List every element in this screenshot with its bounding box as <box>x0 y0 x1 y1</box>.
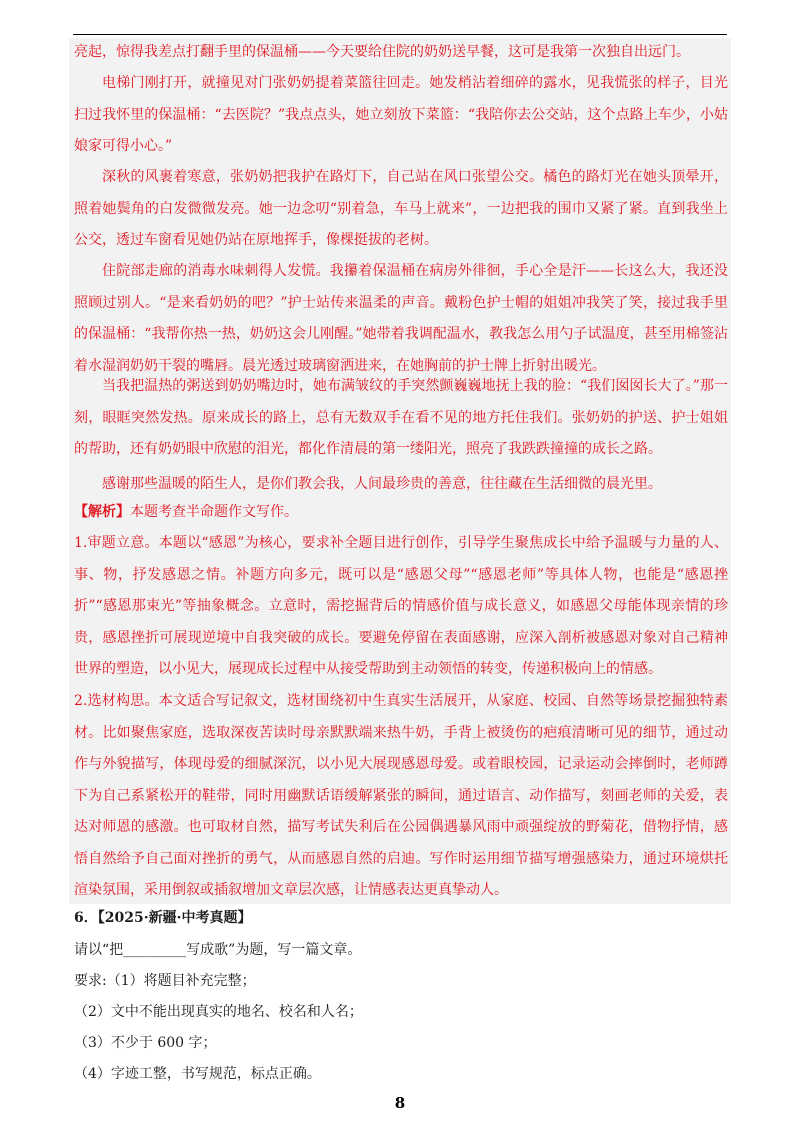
analysis-label: 【解析】 <box>74 504 130 520</box>
prompt-after: 写成歌”为题，写一篇文章。 <box>186 942 362 958</box>
essay-paragraph-5: 当我把温热的粥送到奶奶嘴边时，她布满皱纹的手突然颤巍巍地抚上我的脸：“我们囡囡长大了。”那一刻，眼眶突然发热。原来成长的路上，总有无数双手在看不见的地方托住我们。张奶奶的护送、护士姐姐的帮助，还有奶奶眼中欣慰的泪光，都化作清晨的第一缕阳光，照亮了我跌跌撞撞的成长之路。 <box>74 378 728 457</box>
requirement-2: （2）文中不能出现真实的地名、校名和人名； <box>74 1004 363 1020</box>
top-rule <box>73 34 727 35</box>
analysis-heading <box>74 497 728 529</box>
requirement-1: 要求:（1）将题目补充完整； <box>74 973 256 989</box>
question-source: 6．【2025·新疆·中考真题】 <box>74 910 252 926</box>
analysis-point-2: 2.选材构思。本文适合写记叙文，选材围绕初中生真实生活展开，从家庭、校园、自然等场景挖掘独特素材。比如聚焦家庭，选取深夜苦读时母亲默默端来热牛奶，手背上被烫伤的疤痕清晰可见的细节，通过动作与外貌描写，体现母爱的细腻深沉，以小见大展现感恩母爱。或着眼校园，记录运动会摔倒时，老师蹲下为自己系紧松开的鞋带，同时用幽默话语缓解紧张的瞬间，通过语言、动作描写，刻画老师的关爱，表达对师恩的感激。也可取材自然，描写考试失利后在公园偶遇暴风雨中顽强绽放的野菊花，借物抒情，感悟自然给予自己面对挫折的勇气，从而感恩自然的启迪。写作时运用细节描写增强感染力，通过环境烘托渲染氛围，采用倒叙或插叙增加文章层次感，让情感表达更真挚动人。 <box>74 693 728 898</box>
prompt-blank: _________ <box>123 942 187 958</box>
prompt-before: 请以“把 <box>74 942 124 958</box>
essay-paragraph-6: 感谢那些温暖的陌生人，是你们教会我，人间最珍贵的善意，往往藏在生活细微的晨光里。 <box>102 476 662 492</box>
requirement-3: （3）不少于 600 字； <box>74 1035 217 1051</box>
question-prompt <box>74 935 728 967</box>
page-number: 8 <box>394 1094 406 1112</box>
analysis-point-1: 1.审题立意。本题以“感恩”为核心，要求补全题目进行创作，引导学生聚焦成长中给予温暖与力量的人、事、物，抒发感恩之情。补题方向多元，既可以是“感恩父母”“感恩老师”等具体人物，也能是“感恩挫折”“感恩那束光”等抽象概念。立意时，需挖掘背后的情感价值与成长意义，如感恩父母能体现亲情的珍贵，感恩挫折可展现逆境中自我突破的成长。要避免停留在表面感谢，应深入剖析被感恩对象对自己精神世界的塑造，以小见大，展现成长过程中从接受帮助到主动领悟的转变，传递积极向上的情感。 <box>74 535 728 677</box>
essay-paragraph-2: 电梯门刚打开，就撞见对门张奶奶提着菜篮往回走。她发梢沾着细碎的露水，见我慌张的样子，目光扫过我怀里的保温桶：“去医院？”我点点头，她立刻放下菜篮：“我陪你去公交站，这个点路上车少，小姑娘家可得小心。” <box>74 75 728 154</box>
question-header <box>74 903 728 935</box>
essay-paragraph-4: 住院部走廊的消毒水味刺得人发慌。我攥着保温桶在病房外徘徊，手心全是汗——长这么大，我还没照顾过别人。“是来看奶奶的吧？”护士站传来温柔的声音。戴粉色护士帽的姐姐冲我笑了笑，接过我手里的保温桶：“我帮你热一热，奶奶这会儿刚醒。”她带着我调配温水，教我怎么用勺子试温度，甚至用棉签沾着水湿润奶奶干裂的嘴唇。晨光透过玻璃窗洒进来，在她胸前的护士牌上折射出暖光。 <box>74 263 728 374</box>
essay-paragraph-3: 深秋的风裹着寒意，张奶奶把我护在路灯下，自己站在风口张望公交。橘色的路灯光在她头顶晕开，照着她鬓角的白发微微发亮。她一边念叨“别着急，车马上就来”，一边把我的围巾又紧了紧。直到我坐上公交，透过车窗看见她仍站在原地挥手，像棵挺拔的老树。 <box>74 169 728 248</box>
requirement-4: （4）字迹工整，书写规范，标点正确。 <box>74 1066 321 1082</box>
analysis-intro: 本题考查半命题作文写作。 <box>130 504 298 520</box>
essay-paragraph-1: 亮起，惊得我差点打翻手里的保温桶——今天要给住院的奶奶送早餐，这可是我第一次独自出远门。 <box>74 44 690 60</box>
